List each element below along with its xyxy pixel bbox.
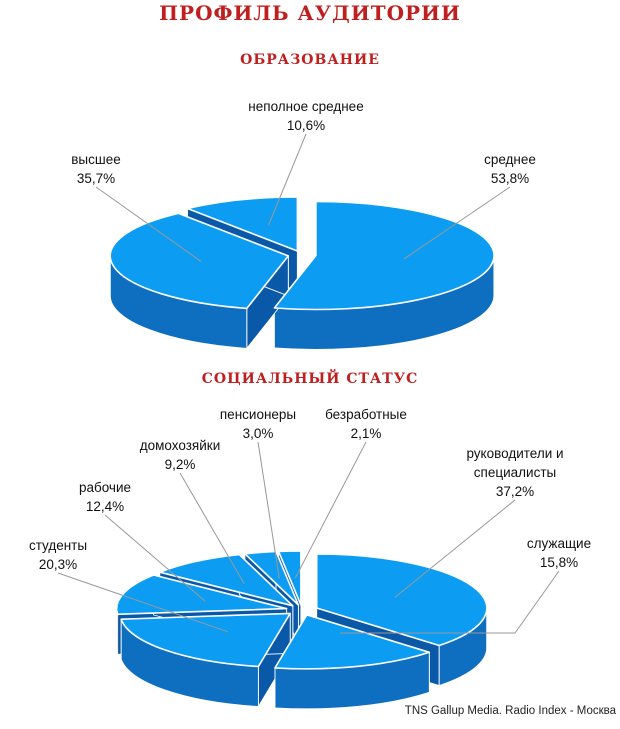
slice-label (484, 150, 536, 188)
slice-label-text: пенсионеры (219, 407, 297, 422)
slice-label-text: руководители и (466, 446, 564, 461)
slice-label-text: служащие (526, 536, 592, 551)
chart-title-education: ОБРАЗОВАНИЕ (240, 52, 380, 68)
slice-percent: 10,6% (286, 118, 326, 133)
slice-label (325, 405, 407, 443)
slice-percent: 9,2% (164, 457, 196, 472)
slice-percent: 12,4% (85, 499, 125, 514)
slice-label (248, 97, 363, 135)
slice-label-text: студенты (28, 538, 88, 553)
slice-label (220, 405, 296, 443)
slice-label-text: домохозяйки (139, 438, 221, 453)
page-title: ПРОФИЛЬ АУДИТОРИИ (159, 1, 461, 25)
source-credit: TNS Gallup Media. Radio Index - Москва (404, 705, 616, 717)
slice-label (79, 478, 131, 516)
slice-percent: 2,1% (350, 426, 382, 441)
slice-label-text: среднее (484, 152, 536, 167)
pie-slice-rim-wall (117, 609, 118, 655)
slice-label-text: безработные (325, 407, 407, 422)
slice-percent: 35,7% (76, 171, 116, 186)
slice-percent: 53,8% (490, 171, 530, 186)
slice-label-text: высшее (71, 152, 121, 167)
slice-percent: 37,2% (495, 484, 535, 499)
chart-title-social-status: СОЦИАЛЬНЫЙ СТАТУС (201, 371, 419, 387)
slice-label-text: рабочие (78, 480, 132, 495)
slice-percent: 15,8% (539, 555, 579, 570)
slice-label (466, 444, 563, 501)
slice-label (29, 536, 87, 574)
slice-label (140, 436, 220, 474)
slice-label-text: специалисты (473, 465, 557, 480)
slice-label (71, 150, 120, 188)
slice-percent: 3,0% (242, 426, 274, 441)
slice-label-text: неполное среднее (248, 99, 364, 114)
slice-label (527, 534, 591, 572)
slice-percent: 20,3% (38, 557, 78, 572)
